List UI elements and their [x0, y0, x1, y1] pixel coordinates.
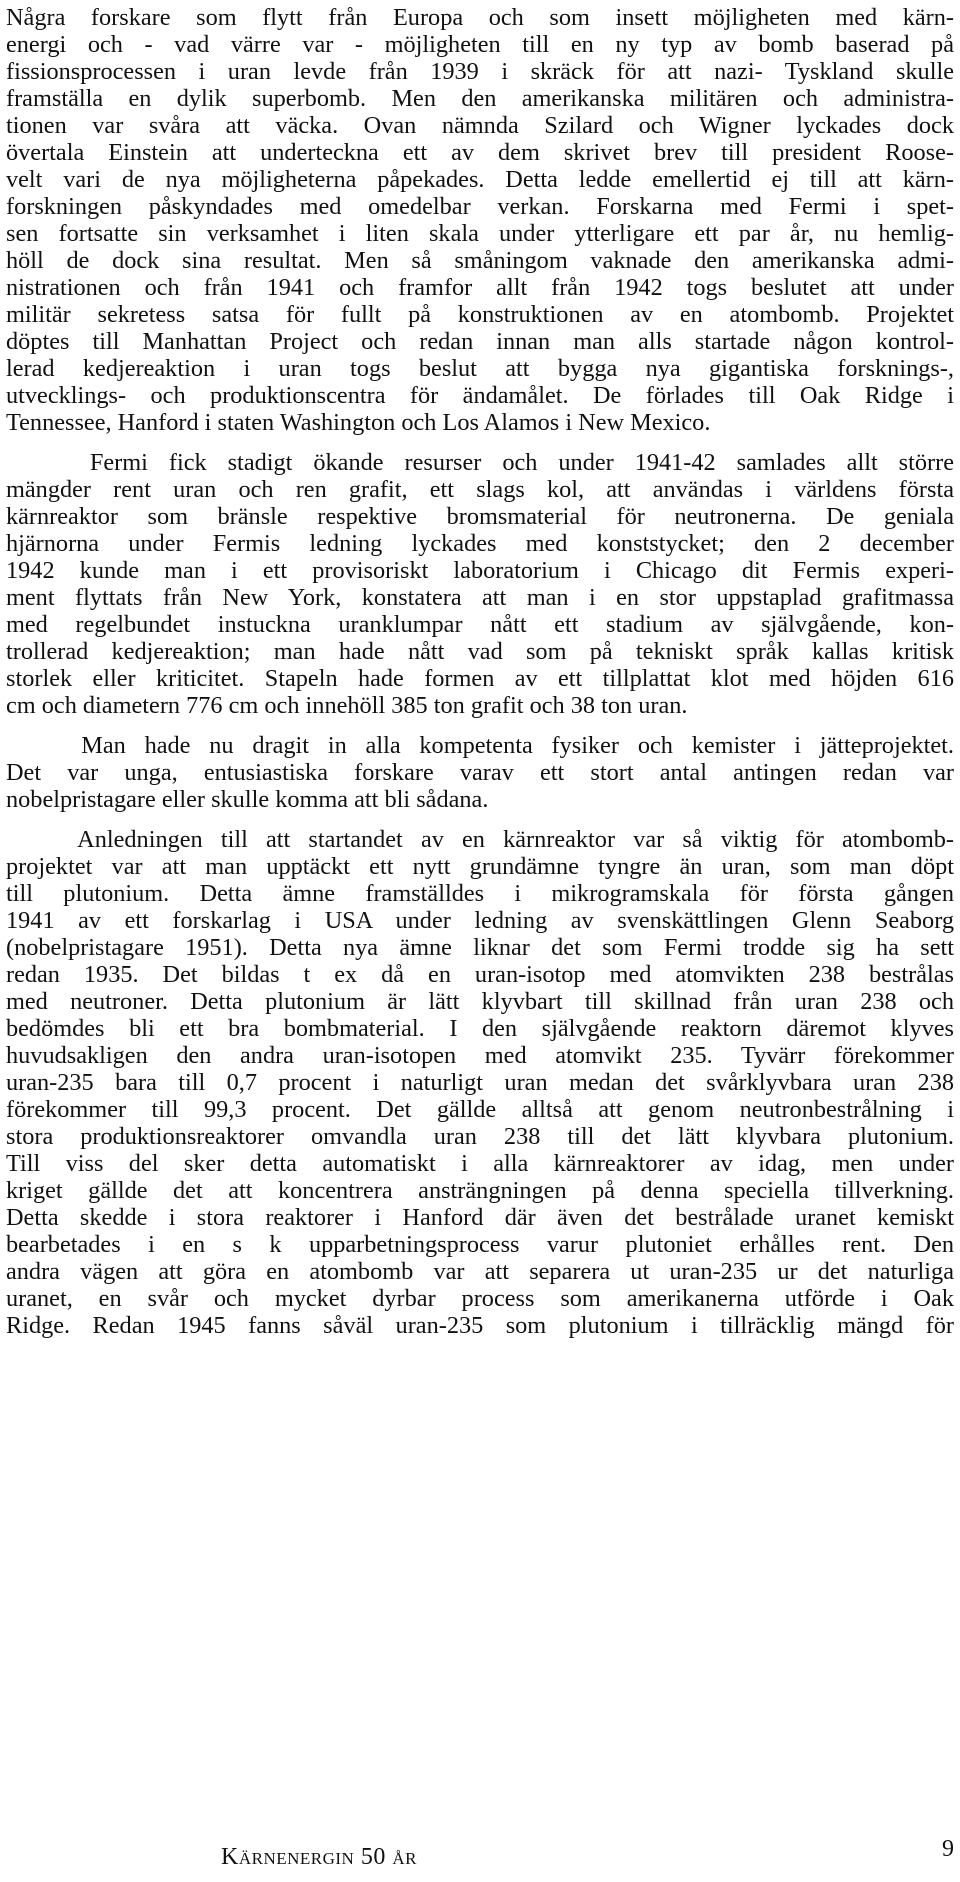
paragraph — [6, 826, 954, 1339]
text-line: trollerad kedjereaktion; man hade nått vad som på tekniskt språk kallas kritisk — [6, 638, 954, 665]
text-line: Till viss del sker detta automatiskt i alla kärnreaktorer av idag, men under — [6, 1150, 954, 1177]
text-line: Det var unga, entusiastiska forskare varav ett stort antal antingen redan var — [6, 759, 954, 786]
paragraph — [6, 732, 954, 813]
text-line: nobelpristagare eller skulle komma att bli sådana. — [6, 786, 489, 813]
text-line: andra vägen att göra en atombomb var att separera ut uran-235 ur det naturliga — [6, 1258, 954, 1285]
text-line: hjärnorna under Fermis ledning lyckades med konststycket; den 2 december — [6, 530, 954, 557]
text-line: projektet var att man upptäckt ett nytt grundämne tyngre än uran, som man döpt — [6, 853, 954, 880]
text-line: framställa en dylik superbomb. Men den amerikanska militären och administra- — [6, 85, 954, 112]
text-line: Man hade nu dragit in alla kompetenta fysiker och kemister i jätteprojektet. — [6, 732, 954, 759]
page-footer — [0, 1836, 960, 1874]
text-line: bearbetades i en s k upparbetningsprocess varur plutoniet erhålles rent. Den — [6, 1231, 954, 1258]
running-title: Kärnenergin 50 år — [221, 1844, 417, 1870]
text-line: velt vari de nya möjligheterna påpekades. Detta ledde emellertid ej till att kärn- — [6, 166, 954, 193]
text-line: redan 1935. Det bildas t ex då en uran-isotop med atomvikten 238 bestrålas — [6, 961, 954, 988]
body-text — [6, 4, 954, 1339]
text-line: uran-235 bara till 0,7 procent i naturligt uran medan det svårklyvbara uran 238 — [6, 1069, 954, 1096]
text-line: fissionsprocessen i uran levde från 1939 i skräck för att nazi- Tyskland skulle — [6, 58, 954, 85]
text-line: stora produktionsreaktorer omvandla uran 238 till det lätt klyvbara plutonium. — [6, 1123, 954, 1150]
text-line: kriget gällde det att koncentrera ansträngningen på denna speciella tillverkning. — [6, 1177, 954, 1204]
text-line: Fermi fick stadigt ökande resurser och under 1941-42 samlades allt större — [6, 449, 954, 476]
text-line: huvudsakligen den andra uran-isotopen med atomvikt 235. Tyvärr förekommer — [6, 1042, 954, 1069]
text-line: döptes till Manhattan Project och redan innan man alls startade någon kontrol- — [6, 328, 954, 355]
text-line: mängder rent uran och ren grafit, ett slags kol, att användas i världens första — [6, 476, 954, 503]
text-line: nistrationen och från 1941 och framfor allt från 1942 togs beslutet att under — [6, 274, 954, 301]
text-line: utvecklings- och produktionscentra för ändamålet. De förlades till Oak Ridge i — [6, 382, 954, 409]
text-line: kärnreaktor som bränsle respektive bromsmaterial för neutronerna. De geniala — [6, 503, 954, 530]
text-line: förekommer till 99,3 procent. Det gällde alltså att genom neutronbestrålning i — [6, 1096, 954, 1123]
text-line: Tennessee, Hanford i staten Washington och Los Alamos i New Mexico. — [6, 409, 711, 436]
text-line: Anledningen till att startandet av en kärnreaktor var så viktig för atombomb- — [6, 826, 954, 853]
text-line: höll de dock sina resultat. Men så småningom vaknade den amerikanska admi- — [6, 247, 954, 274]
text-line: (nobelpristagare 1951). Detta nya ämne liknar det som Fermi trodde sig ha sett — [6, 934, 954, 961]
text-line: militär sekretess satsa för fullt på konstruktionen av en atombomb. Projektet — [6, 301, 954, 328]
text-line: energi och - vad värre var - möjligheten till en ny typ av bomb baserad på — [6, 31, 954, 58]
text-line: övertala Einstein att underteckna ett av dem skrivet brev till president Roose- — [6, 139, 954, 166]
paragraph — [6, 449, 954, 719]
text-line: med neutroner. Detta plutonium är lätt klyvbart till skillnad från uran 238 och — [6, 988, 954, 1015]
text-line: uranet, en svår och mycket dyrbar process som amerikanerna utförde i Oak — [6, 1285, 954, 1312]
text-line: Några forskare som flytt från Europa och som insett möjligheten med kärn- — [6, 4, 954, 31]
text-line: Detta skedde i stora reaktorer i Hanford där även det bestrålade uranet kemiskt — [6, 1204, 954, 1231]
paragraph — [6, 4, 954, 436]
page-number: 9 — [942, 1836, 954, 1862]
text-line: forskningen påskyndades med omedelbar verkan. Forskarna med Fermi i spet- — [6, 193, 954, 220]
text-line: lerad kedjereaktion i uran togs beslut att bygga nya gigantiska forsknings-, — [6, 355, 954, 382]
text-line: med regelbundet instuckna uranklumpar nått ett stadium av självgående, kon- — [6, 611, 954, 638]
text-line: cm och diametern 776 cm och innehöll 385 ton grafit och 38 ton uran. — [6, 692, 688, 719]
text-line: storlek eller kriticitet. Stapeln hade formen av ett tillplattat klot med höjden 616 — [6, 665, 954, 692]
text-line: 1942 kunde man i ett provisoriskt laboratorium i Chicago dit Fermis experi- — [6, 557, 954, 584]
text-line: till plutonium. Detta ämne framställdes i mikrogramskala för första gången — [6, 880, 954, 907]
text-line: sen fortsatte sin verksamhet i liten skala under ytterligare ett par år, nu hemlig- — [6, 220, 954, 247]
text-line: 1941 av ett forskarlag i USA under ledning av svenskättlingen Glenn Seaborg — [6, 907, 954, 934]
text-line: tionen var svåra att väcka. Ovan nämnda Szilard och Wigner lyckades dock — [6, 112, 954, 139]
text-line: ment flyttats från New York, konstatera att man i en stor uppstaplad grafitmassa — [6, 584, 954, 611]
text-line: bedömdes bli ett bra bombmaterial. I den självgående reaktorn däremot klyves — [6, 1015, 954, 1042]
text-line: Ridge. Redan 1945 fanns såväl uran-235 som plutonium i tillräcklig mängd för — [6, 1312, 954, 1339]
